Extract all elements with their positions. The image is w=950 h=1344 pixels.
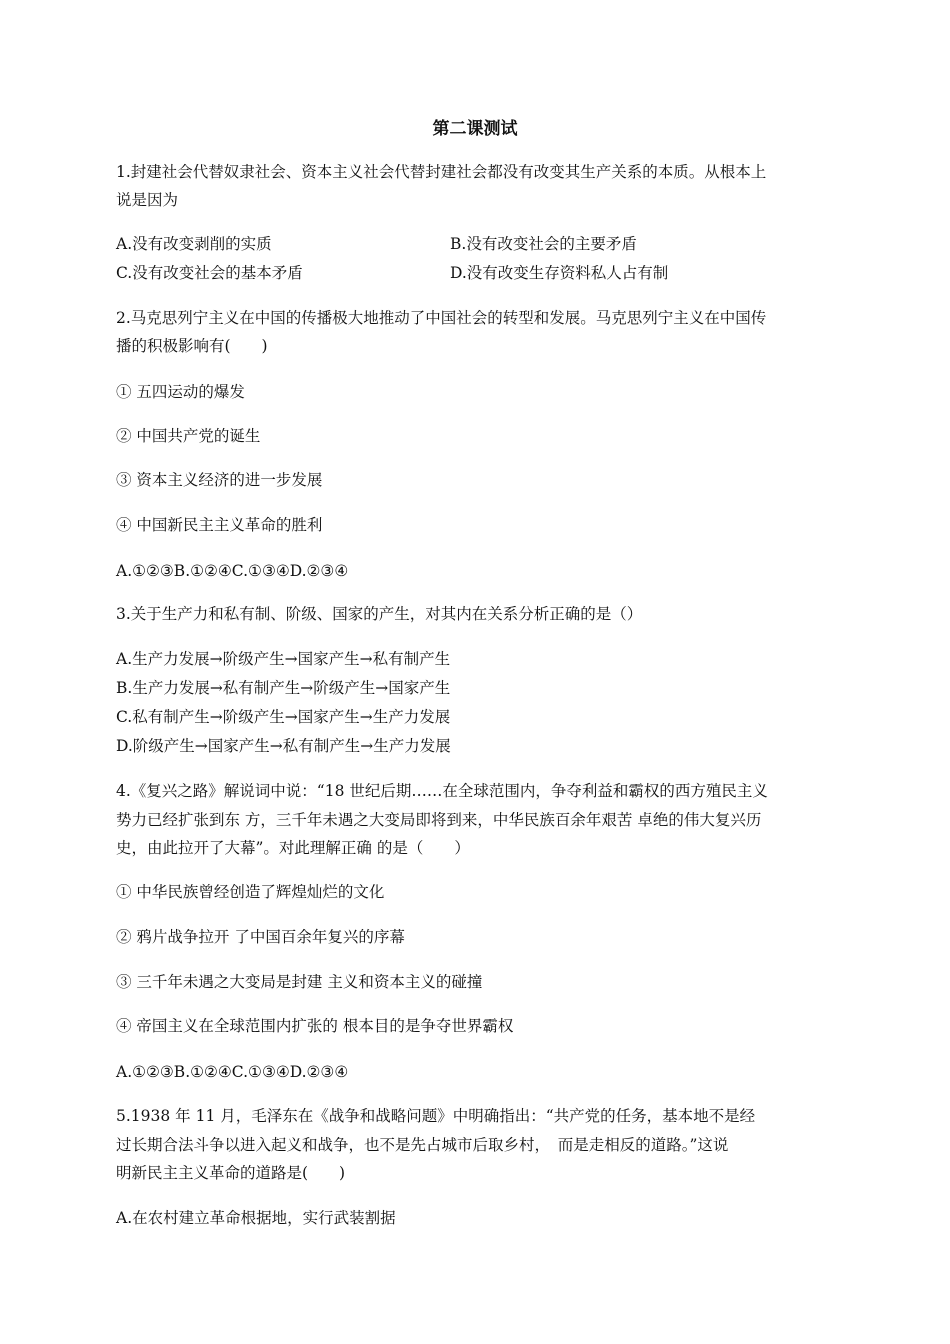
q4-stem-line3: 史，由此拉开了大幕”。对此理解正确 的是（ ） bbox=[116, 839, 470, 857]
q3-stem: 3.关于生产力和私有制、阶级、国家的产生，对其内在关系分析正确的是（） bbox=[116, 605, 643, 623]
q3-option-a: A.生产力发展→阶级产生→国家产生→私有制产生 bbox=[116, 650, 451, 668]
q1-option-a: A.没有改变剥削的实质 bbox=[116, 235, 272, 253]
q2-answer-choices: A.①②③B.①②④C.①③④D.②③④ bbox=[116, 562, 349, 580]
q2-stem-line1: 2.马克思列宁主义在中国的传播极大地推动了中国社会的转型和发展。马克思列宁主义在中国传 bbox=[116, 309, 767, 327]
q2-item-4: ④ 中国新民主主义革命的胜利 bbox=[116, 516, 323, 534]
q1-option-c: C.没有改变社会的基本矛盾 bbox=[116, 264, 303, 282]
q1-option-b: B.没有改变社会的主要矛盾 bbox=[450, 235, 637, 253]
q4-item-4: ④ 帝国主义在全球范围内扩张的 根本目的是争夺世界霸权 bbox=[116, 1017, 514, 1035]
q2-item-3: ③ 资本主义经济的进一步发展 bbox=[116, 471, 323, 489]
q5-stem-line2: 过长期合法斗争以进入起义和战争，也不是先占城市后取乡村， 而是走相反的道路。”这说 bbox=[116, 1136, 729, 1154]
q3-option-b: B.生产力发展→私有制产生→阶级产生→国家产生 bbox=[116, 679, 451, 697]
q3-option-c: C.私有制产生→阶级产生→国家产生→生产力发展 bbox=[116, 708, 451, 726]
q4-stem-line1: 4.《复兴之路》解说词中说：“18 世纪后期……在全球范围内，争夺利益和霸权的西方殖民主义 bbox=[116, 782, 768, 800]
q2-stem-line2: 播的积极影响有( ) bbox=[116, 337, 268, 355]
q1-option-d: D.没有改变生存资料私人占有制 bbox=[450, 264, 669, 282]
q5-stem-line3: 明新民主主义革命的道路是( ) bbox=[116, 1164, 346, 1182]
page-title: 第二课测试 bbox=[432, 119, 518, 139]
q5-option-a: A.在农村建立革命根据地，实行武装割据 bbox=[116, 1209, 396, 1227]
q2-item-2: ② 中国共产党的诞生 bbox=[116, 427, 261, 445]
q3-option-d: D.阶级产生→国家产生→私有制产生→生产力发展 bbox=[116, 737, 451, 755]
q4-item-3: ③ 三千年未遇之大变局是封建 主义和资本主义的碰撞 bbox=[116, 973, 483, 991]
q4-answer-choices: A.①②③B.①②④C.①③④D.②③④ bbox=[116, 1063, 349, 1081]
q4-stem-line2: 势力已经扩张到东 方，三千年未遇之大变局即将到来，中华民族百余年艰苦 卓绝的伟大复兴历 bbox=[116, 811, 762, 829]
q1-stem-line1: 1.封建社会代替奴隶社会、资本主义社会代替封建社会都没有改变其生产关系的本质。从根本上 bbox=[116, 163, 767, 181]
q1-stem-line2: 说是因为 bbox=[116, 191, 179, 209]
q4-item-1: ① 中华民族曾经创造了辉煌灿烂的文化 bbox=[116, 883, 385, 901]
q4-item-2: ② 鸦片战争拉开 了中国百余年复兴的序幕 bbox=[116, 928, 405, 946]
q2-item-1: ① 五四运动的爆发 bbox=[116, 383, 245, 401]
q5-stem-line1: 5.1938 年 11 月，毛泽东在《战争和战略问题》中明确指出：“共产党的任务，基本地不是经 bbox=[116, 1107, 756, 1125]
